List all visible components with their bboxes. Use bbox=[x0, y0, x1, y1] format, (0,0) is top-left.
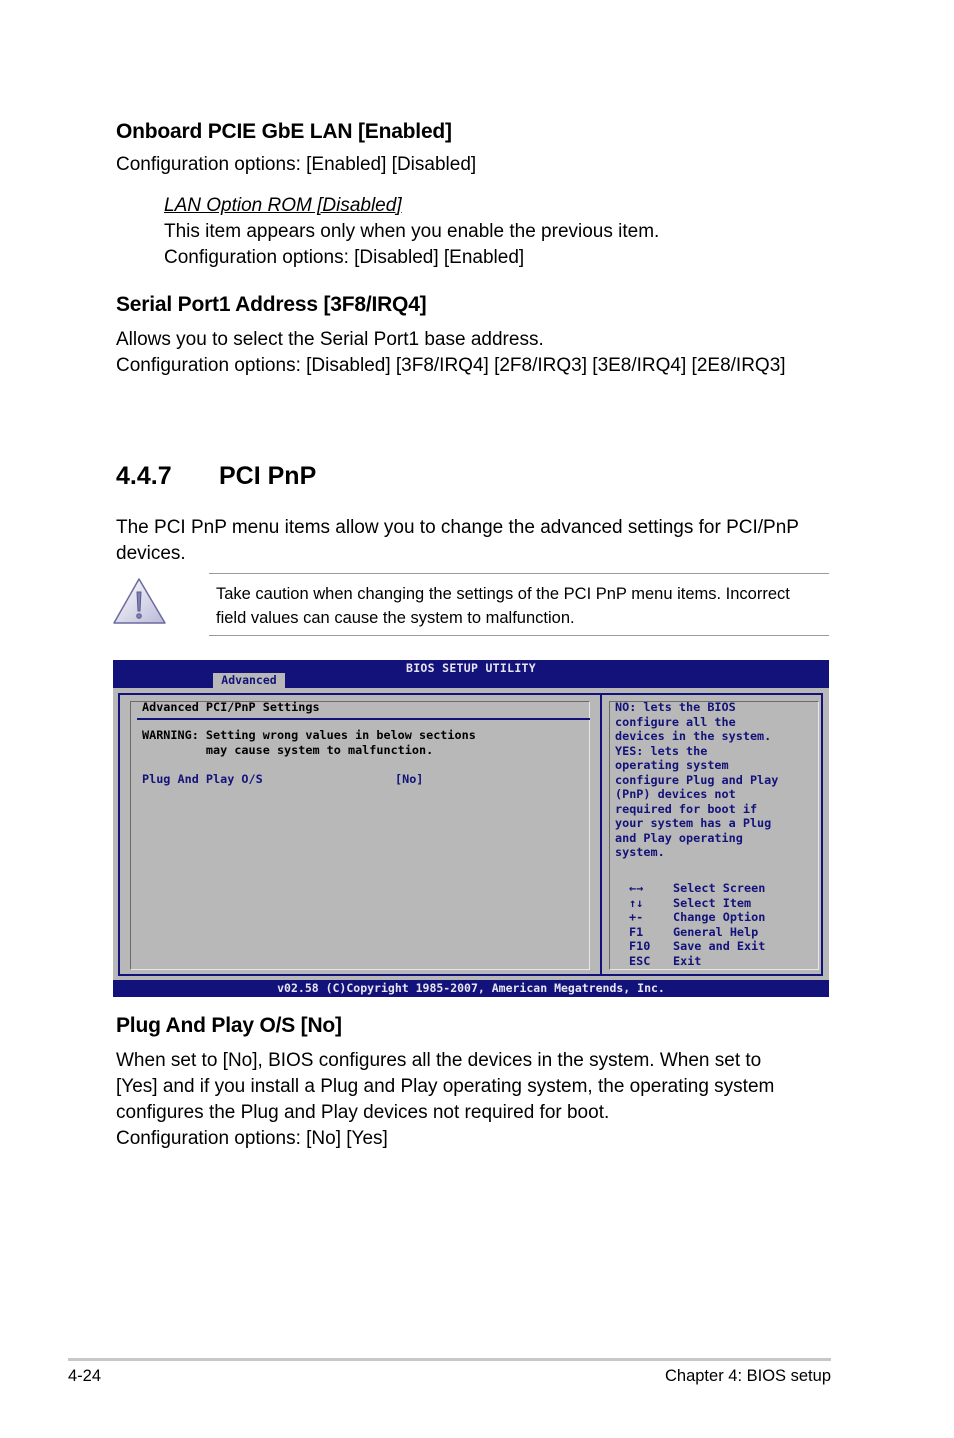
key-row bbox=[629, 896, 765, 911]
caution-top-rule bbox=[209, 573, 829, 574]
bios-title: BIOS SETUP UTILITY bbox=[405, 661, 537, 675]
section-number: 4.4.7 bbox=[116, 462, 172, 490]
plug-and-play-line1: When set to [No], BIOS configures all the devices in the system. When set to bbox=[116, 1050, 762, 1071]
key-desc: Change Option bbox=[673, 910, 766, 924]
key-name: F10 bbox=[629, 939, 651, 953]
bios-help-text: NO: lets the BIOS configure all the devices in the system. YES: lets the operating system configure Plug and Play (PnP) devices not required for boot if your system has a Plug and Play operating system. bbox=[615, 700, 779, 859]
caution-bottom-rule bbox=[209, 635, 829, 636]
arrows-up-down-icon: ↑↓ bbox=[629, 895, 644, 910]
footer-rule bbox=[68, 1358, 831, 1361]
warning-triangle-icon bbox=[112, 576, 168, 626]
bios-warning-line2: may cause system to malfunction. bbox=[142, 743, 434, 757]
key-row bbox=[629, 925, 765, 940]
onboard-lan-config: Configuration options: [Enabled] [Disabled] bbox=[116, 154, 477, 175]
page-number: 4-24 bbox=[68, 1367, 102, 1385]
bios-item-plug-and-play-value[interactable]: [No] bbox=[395, 772, 424, 786]
bios-title-underline bbox=[137, 718, 590, 720]
bios-copyright-bar: v02.58 (C)Copyright 1985-2007, American Megatrends, Inc. bbox=[113, 980, 829, 997]
serial-port-config: Configuration options: [Disabled] [3F8/IRQ4] [2F8/IRQ3] [3E8/IRQ4] [2E8/IRQ3] bbox=[116, 355, 786, 376]
section-intro-line1: The PCI PnP menu items allow you to change the advanced settings for PCI/PnP bbox=[116, 517, 799, 538]
bios-key-legend bbox=[629, 881, 765, 968]
bios-panel-title: Advanced PCI/PnP Settings bbox=[142, 700, 320, 714]
key-desc: Exit bbox=[673, 953, 702, 968]
heading-serial-port: Serial Port1 Address [3F8/IRQ4] bbox=[116, 293, 427, 316]
bios-screenshot bbox=[113, 660, 829, 997]
serial-port-desc: Allows you to select the Serial Port1 base address. bbox=[116, 329, 544, 350]
caution-text-line1: Take caution when changing the settings of the PCI PnP menu items. Incorrect bbox=[216, 585, 790, 603]
bios-warning-line1: WARNING: Setting wrong values in below sections bbox=[142, 728, 476, 742]
key-desc: Save and Exit bbox=[673, 939, 766, 953]
caution-text-line2: field values can cause the system to malfunction. bbox=[216, 609, 575, 627]
key-row bbox=[629, 939, 765, 954]
key-desc: General Help bbox=[673, 924, 759, 939]
section-title: PCI PnP bbox=[219, 462, 317, 490]
plug-and-play-line3: configures the Plug and Play devices not required for boot. bbox=[116, 1102, 610, 1123]
bios-item-plug-and-play-label[interactable]: Plug And Play O/S bbox=[142, 772, 263, 786]
heading-onboard-lan: Onboard PCIE GbE LAN [Enabled] bbox=[116, 120, 452, 143]
key-name: F1 bbox=[629, 924, 644, 939]
key-name: ESC bbox=[629, 953, 651, 968]
key-name: +- bbox=[629, 910, 644, 924]
section-intro-line2: devices. bbox=[116, 543, 186, 564]
bios-divider bbox=[600, 693, 602, 976]
key-row bbox=[629, 954, 765, 969]
plug-and-play-config: Configuration options: [No] [Yes] bbox=[116, 1128, 388, 1149]
bios-tab-advanced[interactable]: Advanced bbox=[213, 673, 285, 688]
key-desc: Select Item bbox=[673, 895, 752, 910]
key-row bbox=[629, 910, 765, 925]
lan-option-rom-desc: This item appears only when you enable the previous item. bbox=[164, 221, 660, 242]
lan-option-rom-heading: LAN Option ROM [Disabled] bbox=[164, 195, 402, 216]
lan-option-rom-config: Configuration options: [Disabled] [Enabled] bbox=[164, 247, 525, 268]
heading-plug-and-play: Plug And Play O/S [No] bbox=[116, 1014, 342, 1037]
plug-and-play-line2: [Yes] and if you install a Plug and Play operating system, the operating system bbox=[116, 1076, 775, 1097]
key-desc: Select Screen bbox=[673, 881, 766, 895]
key-row bbox=[629, 881, 765, 896]
arrows-left-right-icon: ←→ bbox=[629, 881, 644, 895]
chapter-label: Chapter 4: BIOS setup bbox=[664, 1367, 831, 1385]
